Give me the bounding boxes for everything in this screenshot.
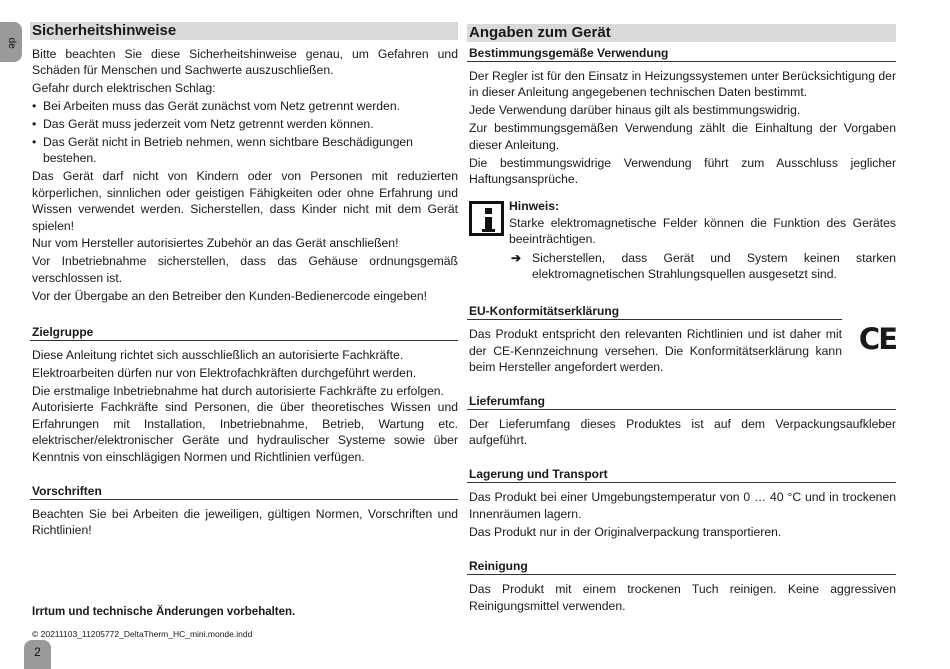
housing-note: Vor Inbetriebnahme sicherstellen, dass das Gehäuse ordnungsgemäß verschlossen ist.	[32, 254, 458, 285]
target-text: Elektroarbeiten dürfen nur von Elektrofachkräften durchgeführt werden.	[32, 366, 417, 380]
arrow-icon: ➔	[511, 250, 522, 265]
code-note: Vor der Übergabe an den Betreiber den Kunden-Bedienercode eingeben!	[32, 288, 428, 303]
intended-use-heading: Bestimmungsgemäße Verwendung	[467, 46, 896, 62]
page-number: 2	[24, 640, 51, 669]
accessories-note: Nur vom Hersteller autorisiertes Zubehör an das Gerät anschließen!	[32, 236, 399, 251]
cleaning-heading: Reinigung	[467, 559, 896, 575]
hint-item-text: Sicherstellen, dass Gerät und System keinen starken elektromagnetischen Strahlungsquellen ausgesetzt sind.	[532, 250, 896, 281]
target-group-heading: Zielgruppe	[30, 325, 458, 341]
storage-text: Das Produkt bei einer Umgebungstemperatur von 0 … 40 °C und in trockenen Innenräumen lagern.	[469, 490, 896, 521]
hint-box	[467, 198, 896, 282]
scope-text: Der Lieferumfang dieses Produktes ist auf dem Verpackungsaufkleber aufgeführt.	[469, 416, 896, 447]
list-item: • Das Gerät muss jederzeit vom Netz getrennt werden können.	[32, 116, 458, 132]
danger-list	[30, 98, 458, 167]
intended-use-text: Zur bestimmungsgemäßen Verwendung zählt die Einhaltung der Vorgaben dieser Anleitung.	[469, 121, 896, 152]
language-label: de	[5, 37, 17, 49]
target-text: Die erstmalige Inbetriebnahme hat durch autorisierte Fachkräfte zu erfolgen.	[32, 383, 444, 398]
left-column	[30, 22, 458, 539]
children-warning: Das Gerät darf nicht von Kindern oder von Personen mit reduzierten körperlichen, sinnlichen oder geistigen Fähigkeiten oder ohne Erfahrung und Wissen verwendet werden. Sicherstellen, dass Kinder nicht mit dem Gerät spielen!	[32, 169, 458, 233]
cleaning-text: Das Produkt mit einem trockenen Tuch reinigen. Keine aggressiven Reinigungsmittel verwenden.	[469, 582, 896, 613]
storage-text: Das Produkt nur in der Originalverpackung transportieren.	[469, 524, 782, 539]
language-tab	[0, 22, 22, 62]
target-text: Diese Anleitung richtet sich ausschließlich an autorisierte Fachkräfte.	[32, 348, 404, 363]
storage-heading: Lagerung und Transport	[467, 467, 896, 483]
copyright-line: © 20211103_11205772_DeltaTherm_HC_mini.monde.indd	[32, 629, 253, 639]
right-column	[467, 24, 896, 614]
list-item: • Bei Arbeiten muss das Gerät zunächst vom Netz getrennt werden.	[32, 98, 458, 114]
target-text: Autorisierte Fachkräfte sind Personen, die über theoretisches Wissen und Erfahrungen mit Installation, Inbetriebnahme, Betrieb, Wartung etc. elektrischer/elektronischer Geräte und hydraulischer Systeme sowie über Kenntnis von einschlägigen Normen und Richtlinien verfügen.	[32, 400, 458, 464]
regulations-text: Beachten Sie bei Arbeiten die jeweiligen, gültigen Normen, Vorschriften und Richtlinien!	[32, 506, 458, 538]
hint-item	[509, 250, 896, 283]
scope-heading: Lieferumfang	[467, 394, 896, 410]
list-item: • Das Gerät nicht in Betrieb nehmen, wenn sichtbare Beschädigungen bestehen.	[32, 134, 458, 167]
intended-use-text: Jede Verwendung darüber hinaus gilt als bestimmungswidrig.	[469, 103, 801, 118]
intended-use-text: Die bestimmungswidrige Verwendung führt zum Ausschluss jeglicher Haftungsansprüche.	[469, 155, 896, 186]
danger-label: Gefahr durch elektrischen Schlag:	[32, 81, 216, 96]
eu-section	[467, 304, 896, 375]
safety-intro: Bitte beachten Sie diese Sicherheitshinweise genau, um Gefahren und Schäden für Menschen und Sachwerte auszuschließen.	[32, 47, 458, 78]
hint-title: Hinweis:	[509, 199, 560, 214]
info-icon	[469, 201, 504, 236]
ce-mark-icon: CE	[858, 322, 896, 357]
device-heading: Angaben zum Gerät	[467, 24, 896, 42]
safety-heading: Sicherheitshinweise	[30, 22, 458, 40]
intended-use-text: Der Regler ist für den Einsatz in Heizungssystemen unter Berücksichtigung der in dieser Anleitung angegebenen technischen Daten bestimmt.	[469, 69, 896, 100]
eu-conformity-heading: EU-Konformitätserklärung	[467, 304, 842, 320]
eu-conformity-text: Das Produkt entspricht den relevanten Richtlinien und ist daher mit der CE-Kennzeichnung versehen. Die Konformitätserklärung kann beim Hersteller angefordert werden.	[469, 327, 842, 375]
hint-text: Starke elektromagnetische Felder können die Funktion des Gerätes beeinträchtigen.	[509, 215, 896, 247]
disclaimer: Irrtum und technische Änderungen vorbehalten.	[32, 606, 296, 618]
regulations-heading: Vorschriften	[30, 484, 458, 500]
